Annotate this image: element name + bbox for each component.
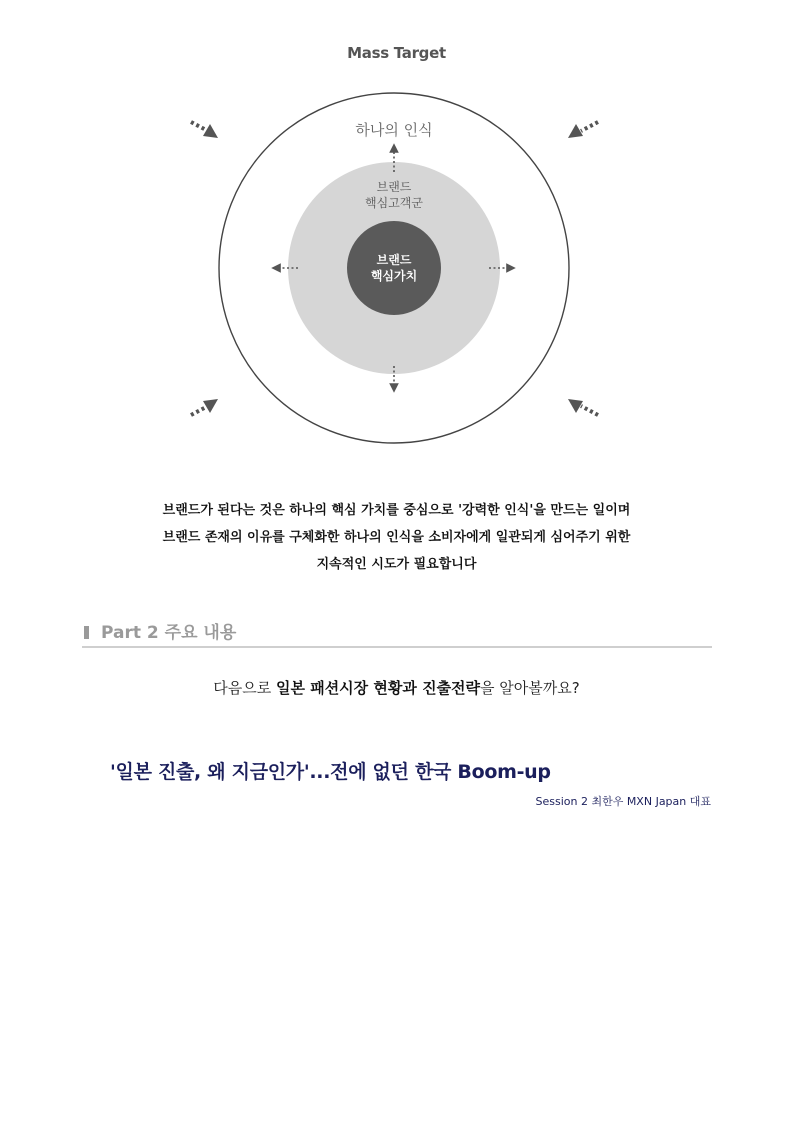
- section-heading: [84, 618, 236, 643]
- caption-line-3: 지속적인 시도가 필요합니다: [316, 557, 477, 572]
- inner-circle: [347, 221, 441, 315]
- corner-arrow-top-left: [191, 122, 218, 138]
- corner-arrow-top-right: [568, 122, 598, 138]
- caption-line-1: 브랜드가 된다는 것은 하나의 핵심 가치를 중심으로 '강력한 인식'을 만드는 일이며: [162, 503, 631, 518]
- middle-circle-label-line1: 브랜드: [376, 180, 412, 194]
- intro-bold: 일본 패션시장 현황과 진출전략: [276, 679, 481, 697]
- inner-circle-label-line2: 핵심가치: [370, 269, 418, 283]
- intro-prefix: 다음으로: [213, 679, 276, 697]
- intro-sentence: [0, 677, 793, 698]
- article-title: '일본 진출, 왜 지금인가'...전에 없던 한국 Boom-up: [110, 761, 551, 783]
- mass-target-diagram: [0, 0, 793, 470]
- article-meta: Session 2 최한우 MXN Japan 대표: [535, 795, 711, 808]
- section-heading-text: Part 2 주요 내용: [101, 623, 237, 643]
- inner-circle-label-line1: 브랜드: [376, 253, 412, 267]
- corner-arrow-bottom-right: [568, 399, 598, 415]
- corner-arrow-bottom-left: [191, 399, 218, 415]
- middle-circle-label-line2: 핵심고객군: [365, 196, 423, 210]
- section-marker: [84, 626, 89, 639]
- outer-circle-label: 하나의 인식: [355, 121, 433, 139]
- intro-suffix: 을 알아볼까요?: [480, 679, 580, 697]
- caption-line-2: 브랜드 존재의 이유를 구체화한 하나의 인식을 소비자에게 일관되게 심어주기 위한: [162, 530, 631, 545]
- diagram-title: Mass Target: [347, 44, 446, 62]
- section-divider: [82, 646, 712, 648]
